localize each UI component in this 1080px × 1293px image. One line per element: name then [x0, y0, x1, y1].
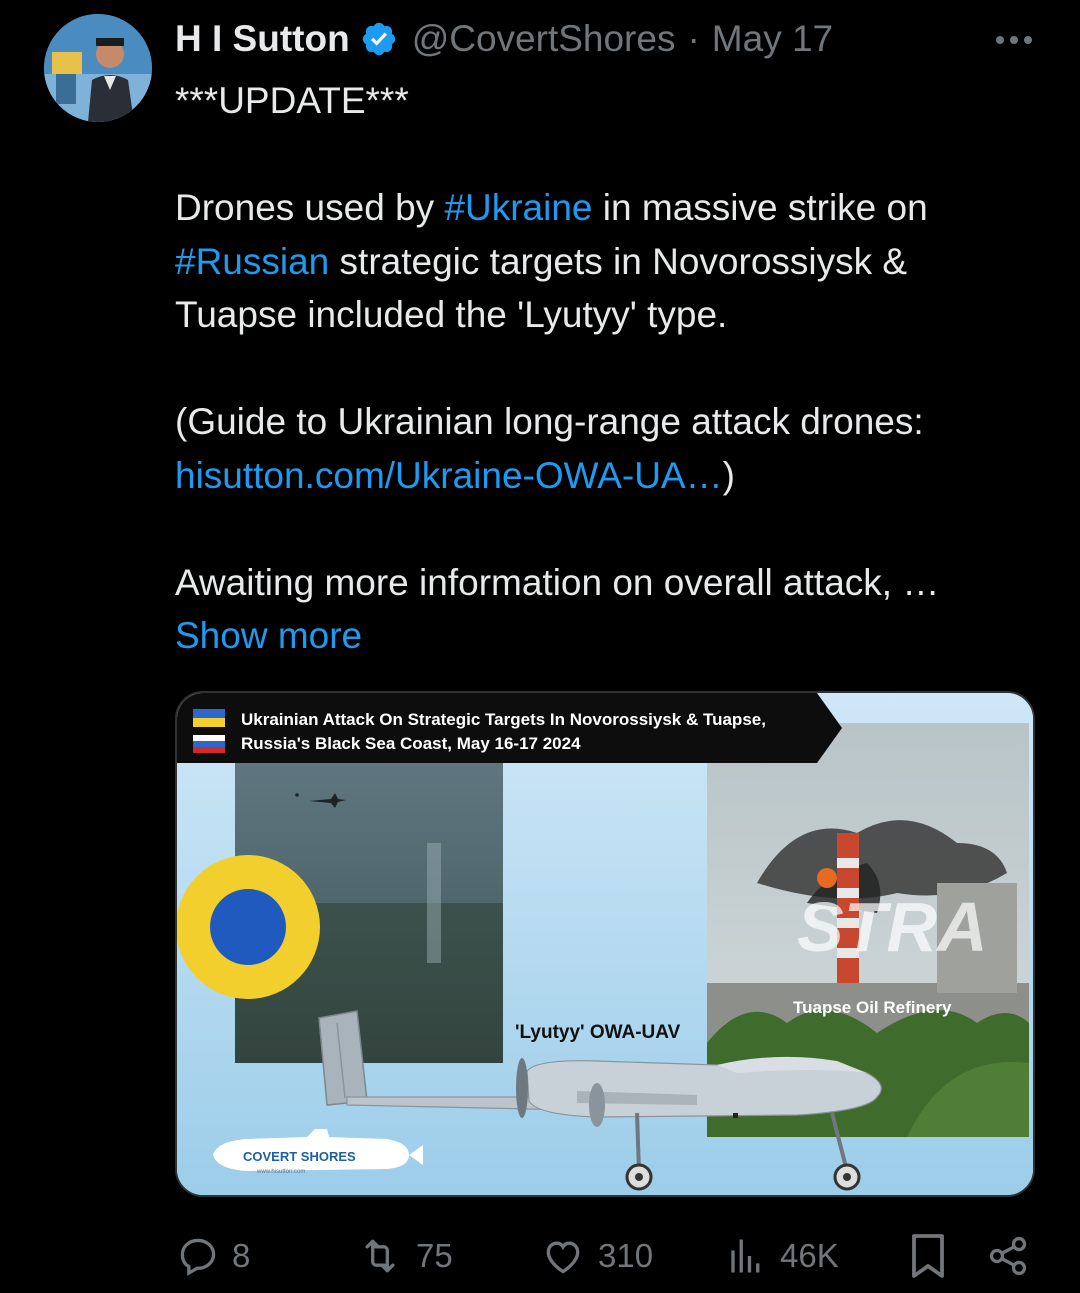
refinery-label: Tuapse Oil Refinery — [793, 998, 952, 1017]
views-button[interactable] — [724, 1228, 839, 1284]
like-button[interactable] — [540, 1228, 653, 1284]
avatar[interactable] — [44, 14, 152, 122]
share-button[interactable] — [986, 1228, 1030, 1284]
drone-label: 'Lyutyy' OWA-UAV — [515, 1022, 681, 1043]
hashtag-russian[interactable]: #Russian — [175, 240, 330, 282]
title-banner — [177, 693, 842, 763]
paragraph-awaiting: Awaiting more information on overall attack, … — [175, 561, 940, 603]
banner-line2: Russia's Black Sea Coast, May 16-17 2024 — [241, 734, 581, 753]
reply-button[interactable] — [176, 1228, 250, 1284]
author-handle[interactable]: @CovertShores — [411, 18, 676, 59]
like-icon — [540, 1234, 586, 1278]
show-more-link[interactable]: Show more — [175, 615, 363, 656]
separator-dot: · — [687, 18, 700, 59]
tweet-date[interactable]: May 17 — [711, 18, 834, 59]
text-segment: strategic targets in Novorossiysk & Tuapse included the 'Lyutyy' type. — [175, 240, 908, 335]
paragraph-drones — [175, 181, 1035, 342]
tweet-actions — [0, 1228, 1080, 1284]
author-name[interactable]: H I Sutton — [175, 18, 350, 59]
hashtag-ukraine[interactable]: #Ukraine — [444, 187, 593, 228]
text-segment: ) — [722, 454, 735, 496]
bookmark-button[interactable] — [908, 1228, 948, 1284]
banner-line1: Ukrainian Attack On Strategic Targets In Novorossiysk & Tuapse, — [241, 710, 766, 729]
reply-count: 8 — [232, 1237, 251, 1274]
media-image[interactable] — [175, 691, 1035, 1197]
repost-button[interactable] — [356, 1228, 453, 1284]
views-icon — [724, 1234, 768, 1278]
logo-text: COVERT SHORES — [243, 1149, 356, 1164]
text-segment: (Guide to Ukrainian long-range attack drones: — [175, 401, 924, 442]
paragraph-guide — [175, 395, 1035, 502]
tweet-header — [175, 16, 833, 62]
bookmark-icon — [908, 1232, 948, 1280]
ukraine-roundel — [177, 855, 320, 999]
repost-icon — [356, 1234, 404, 1278]
reply-icon — [176, 1234, 220, 1278]
repost-count: 75 — [416, 1237, 453, 1274]
more-icon[interactable] — [992, 28, 1036, 52]
guide-link[interactable]: hisutton.com/Ukraine-OWA-UA… — [175, 454, 723, 496]
like-count: 310 — [598, 1237, 654, 1274]
verified-badge-icon — [360, 20, 398, 58]
views-count: 46K — [780, 1237, 839, 1274]
logo-url: www.hisutton.com — [257, 1169, 306, 1175]
update-line: ***UPDATE*** — [175, 80, 409, 121]
text-segment: in massive strike on — [592, 187, 928, 228]
tweet-text — [175, 74, 1035, 663]
watermark-text: STRA — [797, 888, 988, 966]
share-icon — [986, 1234, 1030, 1278]
text-segment: Drones used by — [175, 187, 445, 228]
